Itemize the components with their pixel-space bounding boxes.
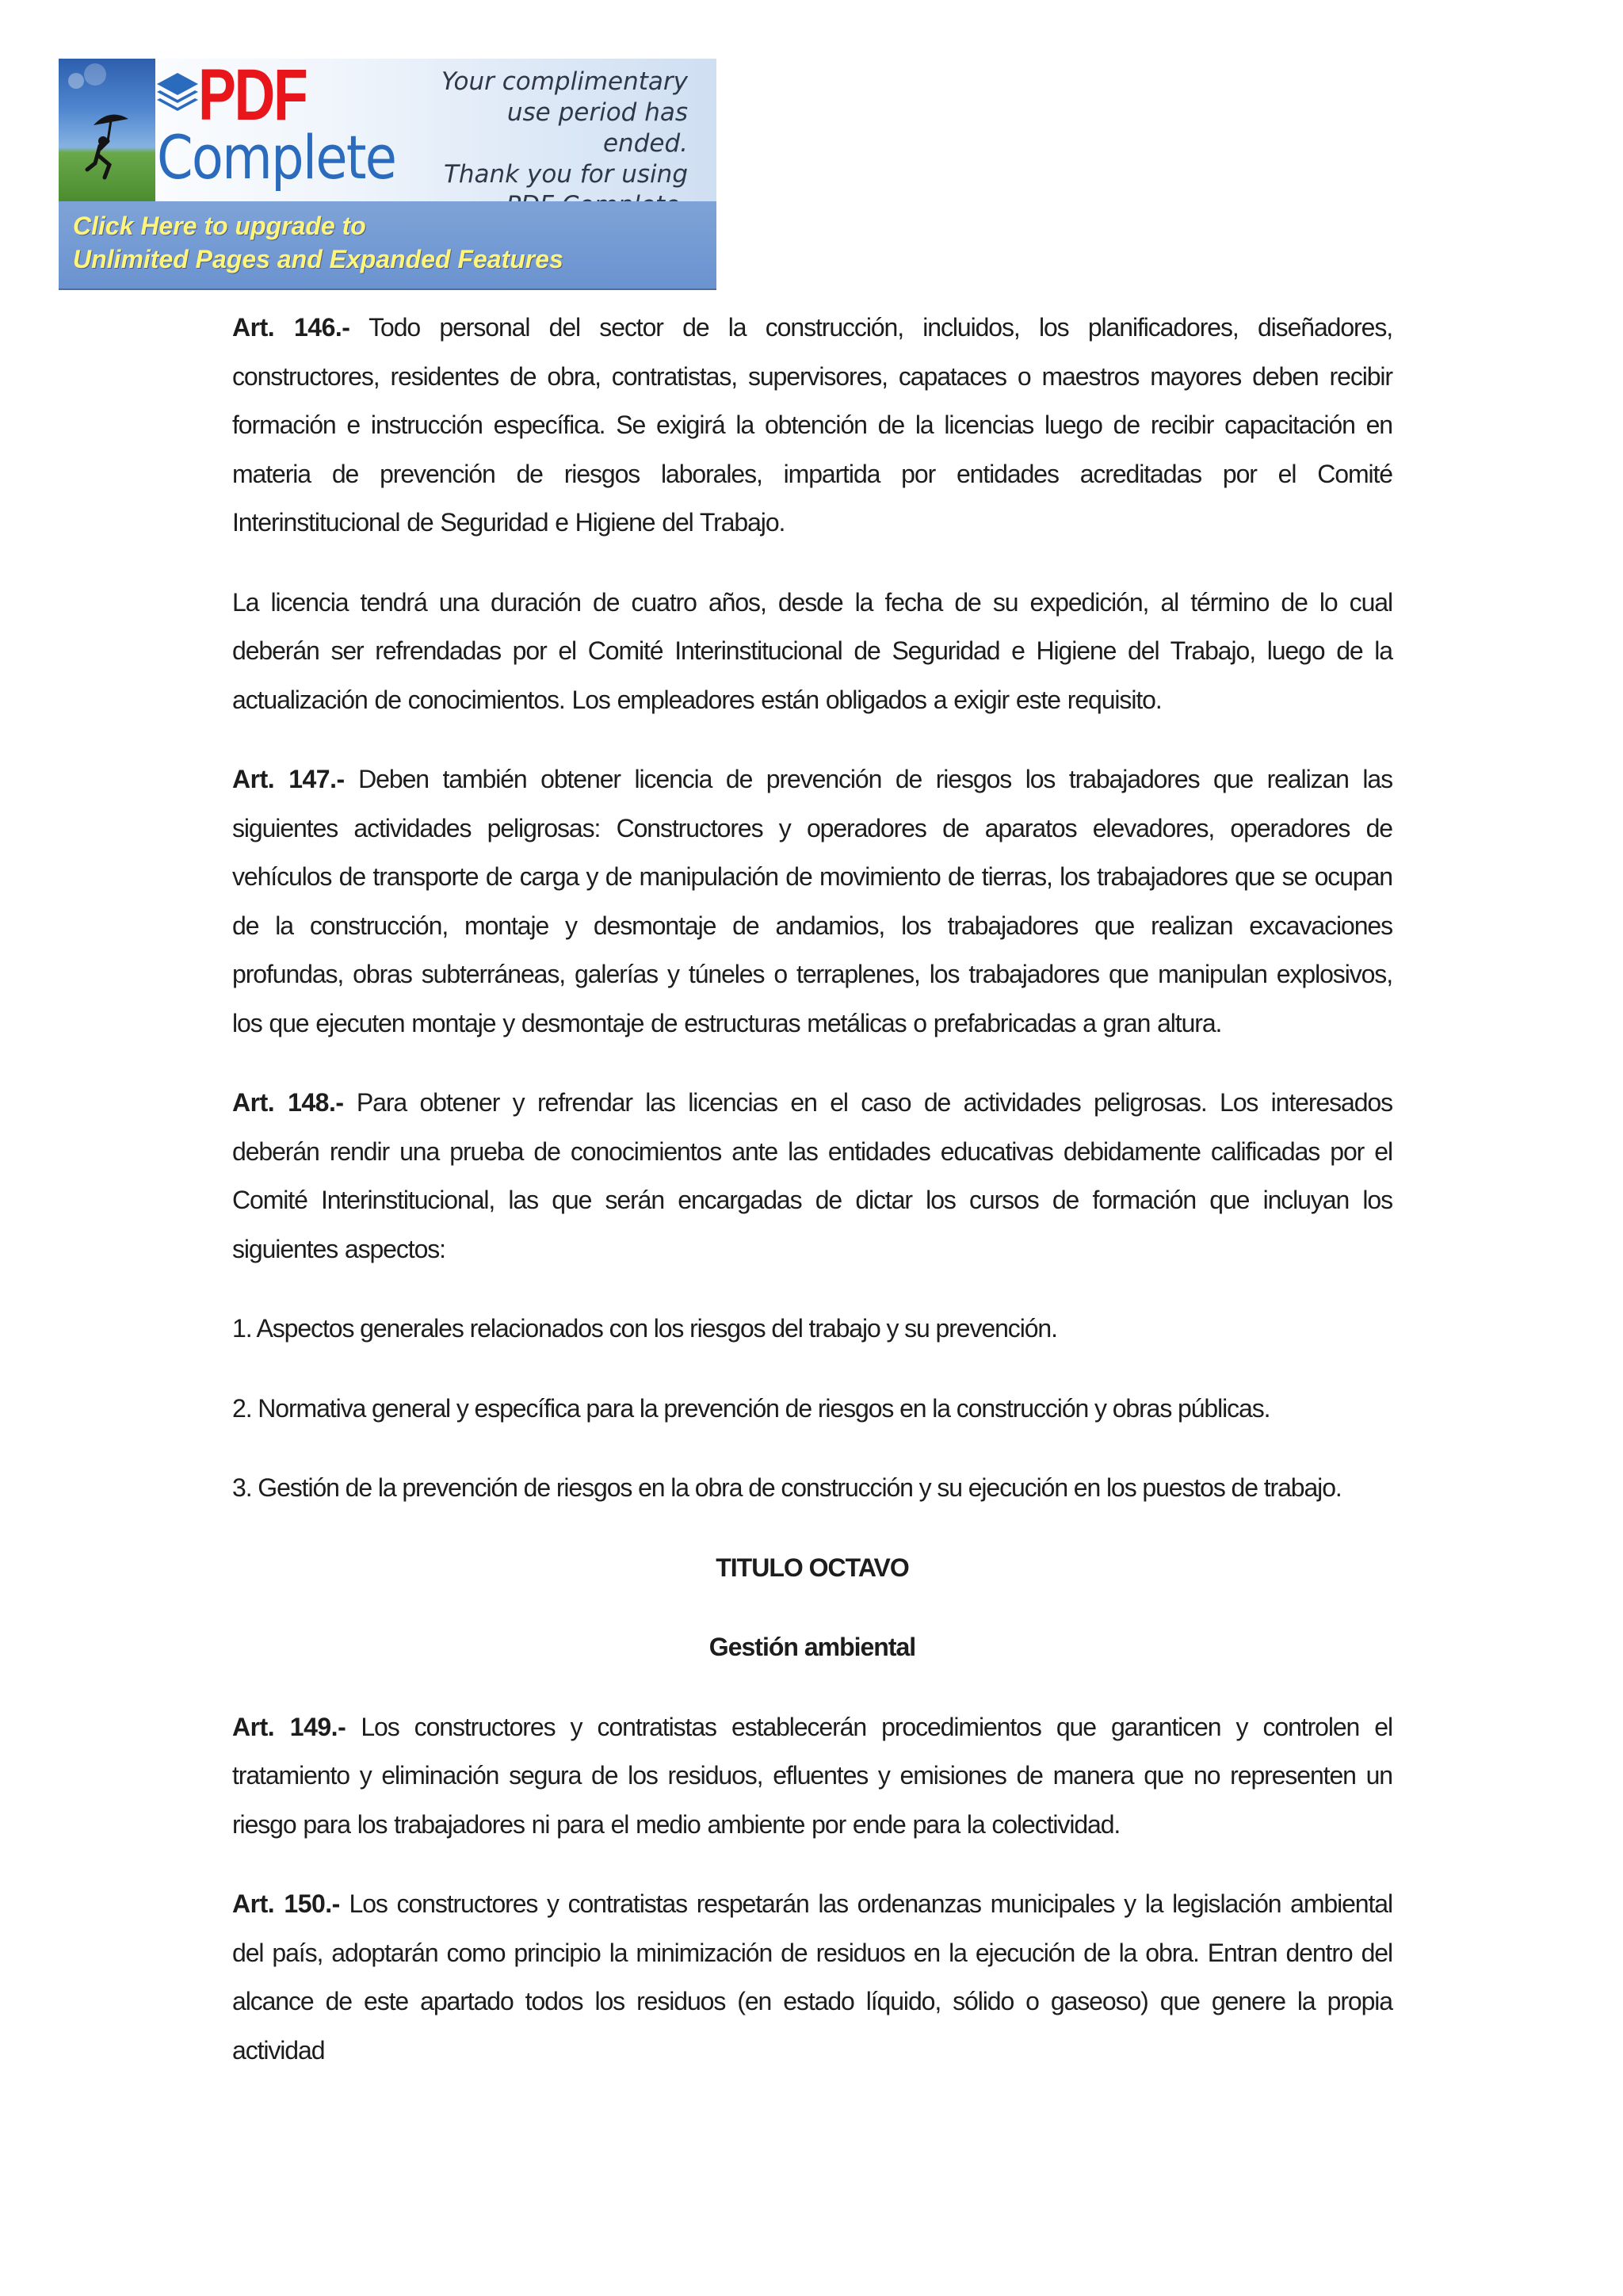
upgrade-banner[interactable] bbox=[59, 55, 716, 288]
pdf-logo-text: PDF bbox=[198, 55, 307, 136]
jumping-person-photo bbox=[59, 59, 155, 201]
article-label: Art. 149.- bbox=[232, 1712, 346, 1741]
list-item: 3. Gestión de la prevención de riesgos en la obra de construcción y su ejecución en los puestos de trabajo. bbox=[232, 1473, 1342, 1502]
promo-line: Your complimentary bbox=[441, 67, 688, 96]
upgrade-link-bar[interactable] bbox=[59, 201, 716, 290]
article-146-paragraph-2: La licencia tendrá una duración de cuatro años, desde la fecha de su expedición, al término de lo cual deberán ser refrendadas por el Comité Interinstitucional de Seguridad e Higiene del Trabajo, luego de la actualización de conocimientos. Los empleadores están obligados a exigir este requisito. bbox=[232, 587, 1392, 714]
article-149 bbox=[232, 1703, 1392, 1850]
article-text: Los constructores y contratistas establecerán procedimientos que garanticen y controlen el tratamiento y eliminación segura de los residuos, efluentes y emisiones de manera que no representen un riesgo para los trabajadores ni para el medio ambiente por ende para la colectividad. bbox=[232, 1712, 1393, 1839]
article-146 bbox=[232, 304, 1392, 548]
upgrade-link[interactable] bbox=[73, 209, 563, 276]
article-text: Para obtener y refrendar las licencias en el caso de actividades peligrosas. Los interesados deberán rendir una prueba de conocimientos ante las entidades educativas debidamente calificadas por el Comité Interinstitucional, las que serán encargadas de dictar los cursos de formación que incluyan los siguientes aspectos: bbox=[232, 1088, 1393, 1263]
promo-message bbox=[426, 67, 688, 221]
article-label: Art. 147.- bbox=[232, 765, 345, 793]
article-label: Art. 146.- bbox=[232, 313, 350, 342]
section-title: TITULO OCTAVO bbox=[716, 1553, 909, 1582]
article-148 bbox=[232, 1079, 1392, 1274]
document-body bbox=[232, 304, 1392, 2106]
layers-icon bbox=[154, 70, 201, 117]
upgrade-line[interactable]: Click Here to upgrade to bbox=[73, 212, 366, 240]
article-text: Todo personal del sector de la construcción, incluidos, los planificadores, diseñadores, constructores, residentes de obra, contratistas, supervisores, capataces o maestros mayores deben recibir formación e instrucción específica. Se exigirá la obtención de la licencias luego de recibir capacitación en materia de prevención de riesgos laborales, impartida por entidades acreditadas por el Comité Interinstitucional de Seguridad e Higiene del Trabajo. bbox=[232, 313, 1393, 537]
article-text: Deben también obtener licencia de prevención de riesgos los trabajadores que realizan las siguientes actividades peligrosas: Constructores y operadores de aparatos elevadores, operadores de vehículos de transporte de carga y de manipulación de movimiento de tierras, los trabajadores que se ocupan de la construcción, montaje y desmontaje de andamios, los trabajadores que realizan excavaciones profundas, obras subterráneas, galerías y túneles o terraplenes, los trabajadores que manipulan explosivos, los que ejecuten montaje y desmontaje de estructuras metálicas o prefabricadas a gran altura. bbox=[232, 765, 1392, 1037]
banner-top-panel bbox=[59, 55, 716, 201]
promo-line: use period has ended. bbox=[506, 98, 688, 158]
complete-logo-text: Complete bbox=[157, 122, 396, 193]
promo-line: Thank you for using bbox=[443, 160, 688, 189]
article-label: Art. 150.- bbox=[232, 1889, 340, 1918]
upgrade-line[interactable]: Unlimited Pages and Expanded Features bbox=[73, 245, 563, 273]
article-150 bbox=[232, 1880, 1392, 2075]
article-label: Art. 148.- bbox=[232, 1088, 344, 1117]
article-text: Los constructores y contratistas respetarán las ordenanzas municipales y la legislación ambiental del país, adoptarán como principio la minimización de residuos en la ejecución de la obra. Entran dentro del alcance de este apartado todos los residuos (en estado líquido, sólido o gaseoso) que genere la propia actividad bbox=[232, 1889, 1393, 2065]
article-147 bbox=[232, 755, 1392, 1048]
list-item: 1. Aspectos generales relacionados con los riesgos del trabajo y su prevención. bbox=[232, 1314, 1057, 1343]
list-item: 2. Normativa general y específica para la prevención de riesgos en la construcción y obras públicas. bbox=[232, 1393, 1270, 1423]
section-subtitle: Gestión ambiental bbox=[708, 1633, 916, 1661]
